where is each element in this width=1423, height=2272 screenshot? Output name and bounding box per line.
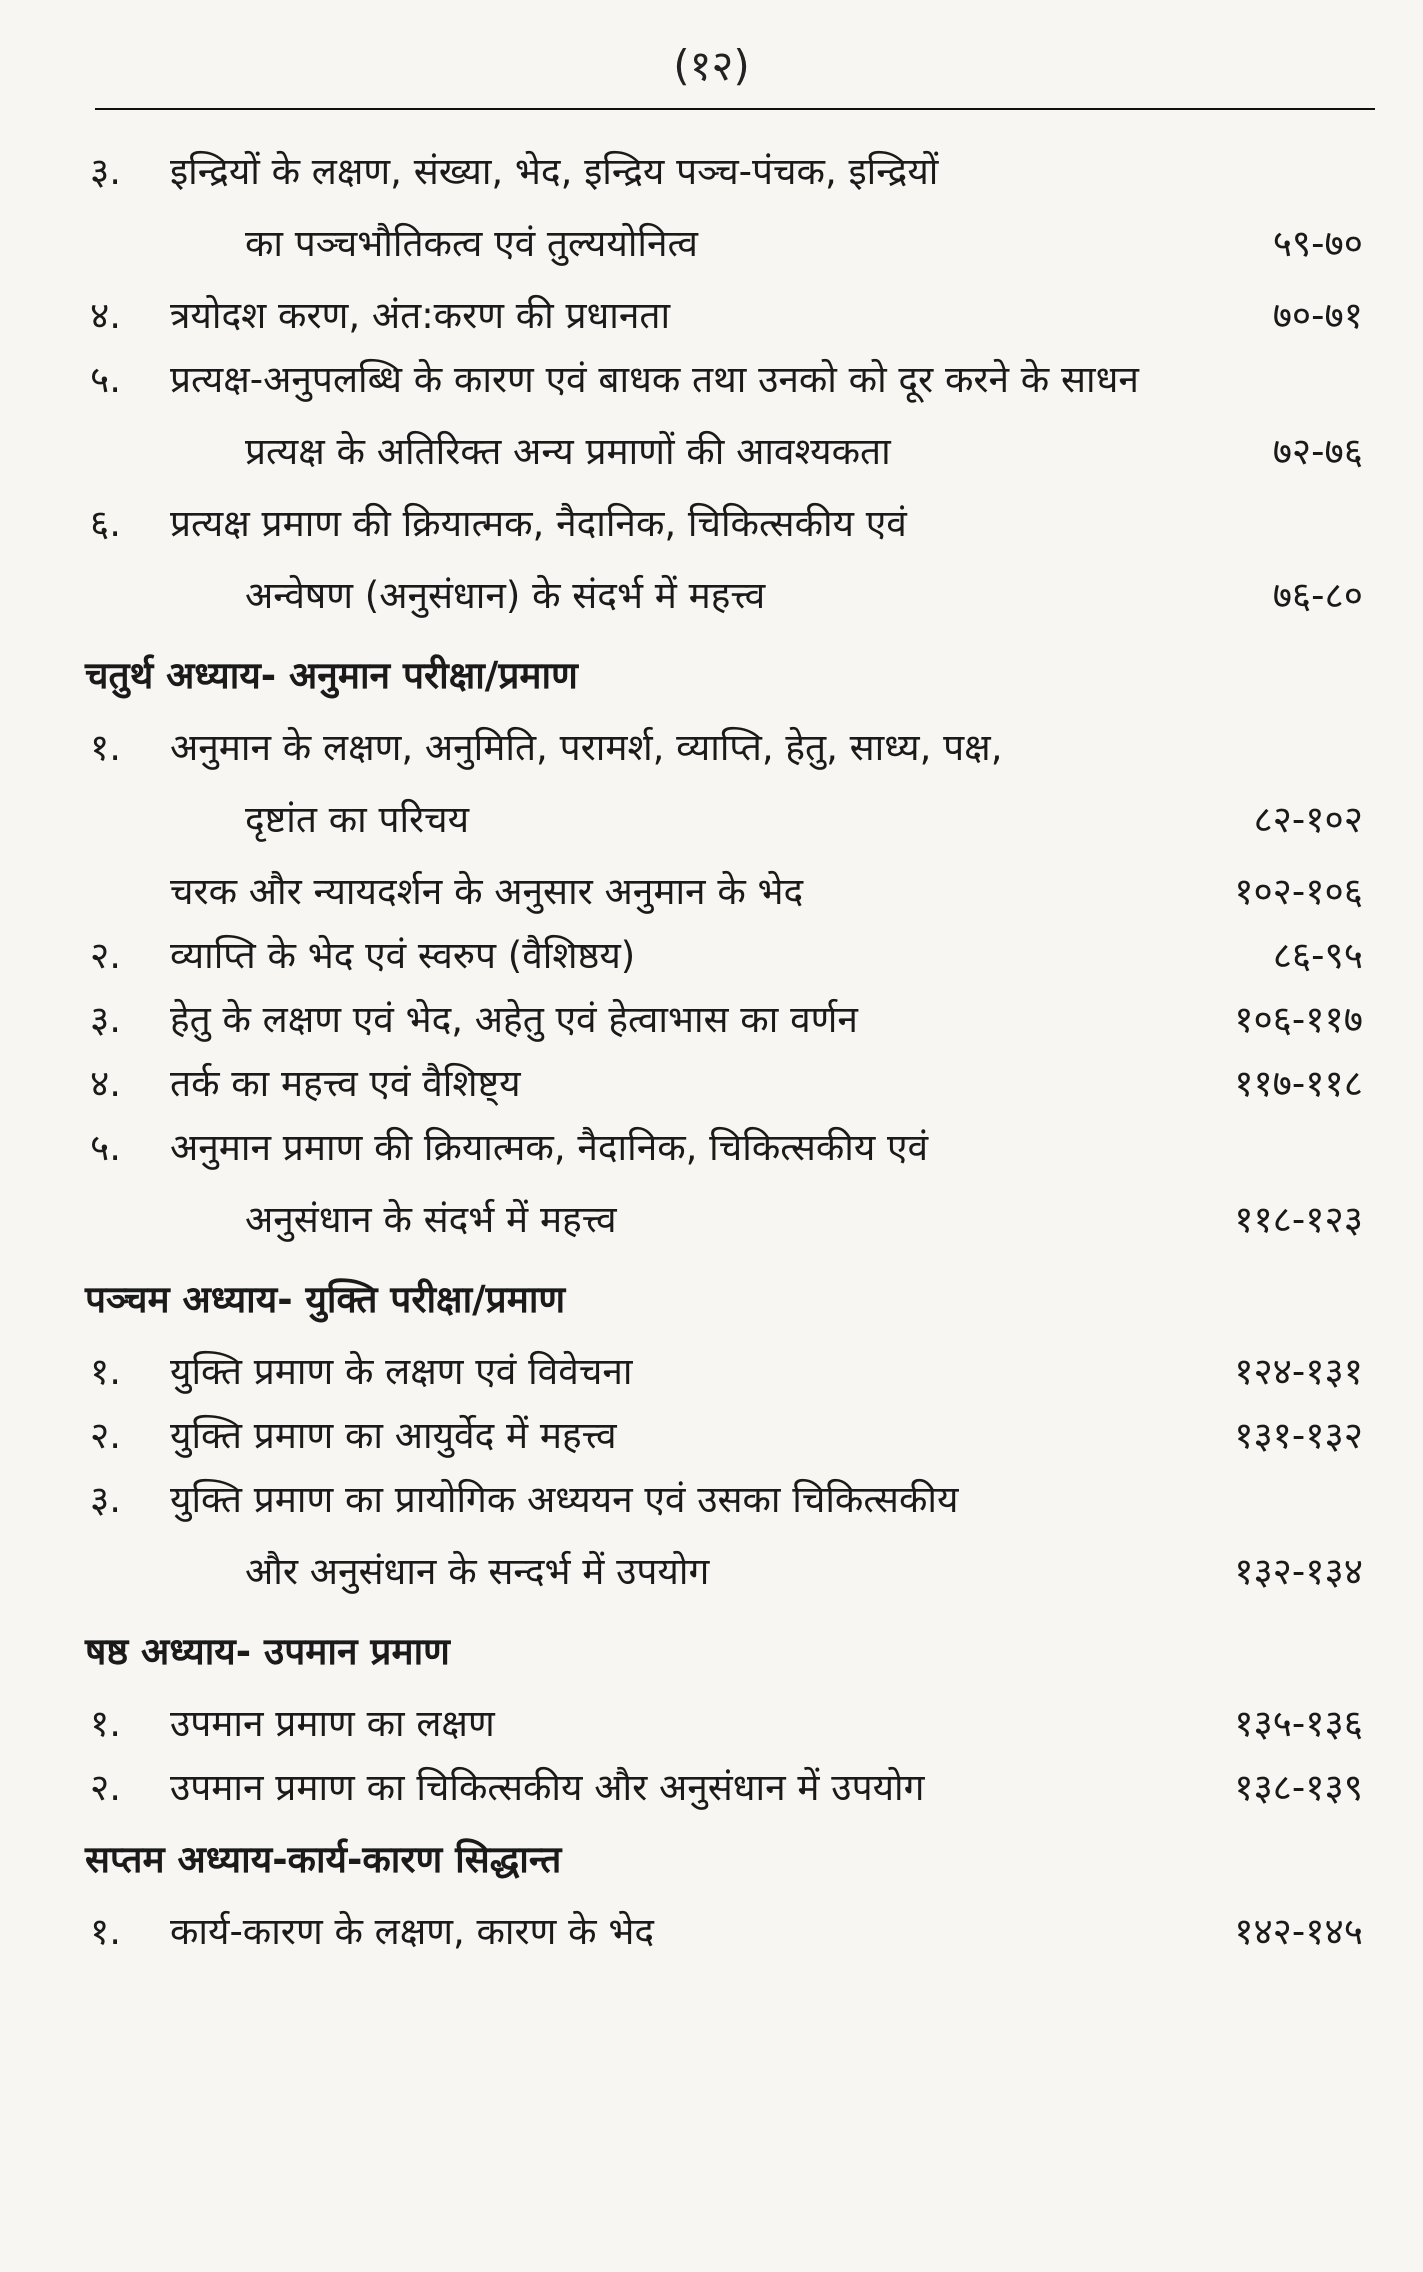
- toc-entry: [0, 860, 1423, 924]
- toc-entry: [0, 716, 1423, 780]
- entry-number: ३.: [90, 1478, 122, 1521]
- entry-text: का पञ्चभौतिकत्व एवं तुल्ययोनित्व: [245, 222, 698, 265]
- toc-entry: [0, 284, 1423, 348]
- entry-text: व्याप्ति के भेद एवं स्वरुप (वैशिष्ठय): [170, 934, 636, 977]
- entry-number: ५.: [90, 1126, 122, 1169]
- toc-entry: [0, 1468, 1423, 1532]
- entry-text: उपमान प्रमाण का चिकित्सकीय और अनुसंधान में उपयोग: [170, 1766, 925, 1809]
- toc-entry: [0, 348, 1423, 412]
- page-range: ११७-११८: [1234, 1062, 1363, 1105]
- entry-number: २.: [90, 1766, 122, 1809]
- toc-entry: [0, 492, 1423, 556]
- toc-entry: [0, 924, 1423, 988]
- toc-entry: [0, 1404, 1423, 1468]
- entry-text: त्रयोदश करण, अंत:करण की प्रधानता: [170, 294, 671, 337]
- entry-number: १.: [90, 726, 122, 769]
- entry-text: युक्ति प्रमाण के लक्षण एवं विवेचना: [170, 1350, 633, 1393]
- page-range: ८६-९५: [1272, 934, 1363, 977]
- toc-entry: [0, 1756, 1423, 1820]
- entry-number: ५.: [90, 358, 122, 401]
- chapter-title: सप्तम अध्याय-कार्य-कारण सिद्धान्त: [85, 1838, 562, 1881]
- entry-text: चरक और न्यायदर्शन के अनुसार अनुमान के भेद: [170, 870, 804, 913]
- entry-text: युक्ति प्रमाण का आयुर्वेद में महत्त्व: [170, 1414, 617, 1457]
- entry-text: अन्वेषण (अनुसंधान) के संदर्भ में महत्त्व: [245, 574, 766, 617]
- toc-entry: [0, 1052, 1423, 1116]
- page-number: (१२): [673, 41, 750, 90]
- page-range: ७६-८०: [1272, 574, 1363, 617]
- entry-number: ४.: [90, 1062, 122, 1105]
- chapter-title: पञ्चम अध्याय- युक्ति परीक्षा/प्रमाण: [85, 1278, 566, 1321]
- page-range: १०२-१०६: [1234, 870, 1363, 913]
- toc-entry-continuation: [0, 1180, 1423, 1260]
- page-range: ७०-७१: [1272, 294, 1363, 337]
- chapter-title: षष्ठ अध्याय- उपमान प्रमाण: [85, 1630, 450, 1673]
- entry-number: ४.: [90, 294, 122, 337]
- chapter-heading: [0, 1820, 1423, 1900]
- entry-text: प्रत्यक्ष के अतिरिक्त अन्य प्रमाणों की आवश्यकता: [245, 430, 891, 473]
- toc-entry-continuation: [0, 780, 1423, 860]
- chapter-heading: [0, 1260, 1423, 1340]
- page-range: ८२-१०२: [1253, 798, 1363, 841]
- toc-entry: [0, 1340, 1423, 1404]
- table-of-contents: [0, 140, 1423, 1964]
- entry-number: २.: [90, 934, 122, 977]
- chapter-heading: [0, 1612, 1423, 1692]
- toc-entry-continuation: [0, 1532, 1423, 1612]
- entry-number: १.: [90, 1910, 122, 1953]
- toc-entry: [0, 140, 1423, 204]
- entry-text: युक्ति प्रमाण का प्रायोगिक अध्ययन एवं उसका चिकित्सकीय: [170, 1478, 959, 1521]
- page-range: १३२-१३४: [1234, 1550, 1363, 1593]
- page-range: ७२-७६: [1272, 430, 1363, 473]
- toc-entry: [0, 1692, 1423, 1756]
- entry-text: अनुमान के लक्षण, अनुमिति, परामर्श, व्याप्ति, हेतु, साध्य, पक्ष,: [170, 726, 1003, 769]
- entry-text: हेतु के लक्षण एवं भेद, अहेतु एवं हेत्वाभास का वर्णन: [170, 998, 858, 1041]
- entry-number: १.: [90, 1702, 122, 1745]
- entry-number: ६.: [90, 502, 122, 545]
- entry-text: अनुसंधान के संदर्भ में महत्त्व: [245, 1198, 617, 1241]
- entry-text: उपमान प्रमाण का लक्षण: [170, 1702, 495, 1745]
- toc-entry-continuation: [0, 412, 1423, 492]
- entry-number: २.: [90, 1414, 122, 1457]
- page-range: ५९-७०: [1272, 222, 1363, 265]
- toc-entry: [0, 1900, 1423, 1964]
- page-range: १३८-१३९: [1234, 1766, 1363, 1809]
- entry-text: कार्य-कारण के लक्षण, कारण के भेद: [170, 1910, 654, 1953]
- page-range: १३१-१३२: [1234, 1414, 1363, 1457]
- page-range: १२४-१३१: [1234, 1350, 1363, 1393]
- entry-text: और अनुसंधान के सन्दर्भ में उपयोग: [245, 1550, 710, 1593]
- entry-text: प्रत्यक्ष-अनुपलब्धि के कारण एवं बाधक तथा उनको को दूर करने के साधन: [170, 358, 1139, 401]
- page-range: ११८-१२३: [1234, 1198, 1363, 1241]
- entry-text: प्रत्यक्ष प्रमाण की क्रियात्मक, नैदानिक, चिकित्सकीय एवं: [170, 502, 907, 545]
- entry-text: इन्द्रियों के लक्षण, संख्या, भेद, इन्द्रिय पञ्च-पंचक, इन्द्रियों: [170, 150, 939, 193]
- entry-text: तर्क का महत्त्व एवं वैशिष्ट्य: [170, 1062, 521, 1105]
- entry-text: दृष्टांत का परिचय: [245, 798, 470, 841]
- entry-number: ३.: [90, 150, 122, 193]
- toc-entry-continuation: [0, 204, 1423, 284]
- header-rule: [95, 108, 1375, 110]
- toc-entry: [0, 1116, 1423, 1180]
- page-range: १४२-१४५: [1234, 1910, 1363, 1953]
- toc-entry: [0, 988, 1423, 1052]
- page-range: १०६-११७: [1234, 998, 1363, 1041]
- page-range: १३५-१३६: [1234, 1702, 1363, 1745]
- toc-entry-continuation: [0, 556, 1423, 636]
- entry-number: १.: [90, 1350, 122, 1393]
- chapter-heading: [0, 636, 1423, 716]
- entry-number: ३.: [90, 998, 122, 1041]
- chapter-title: चतुर्थ अध्याय- अनुमान परीक्षा/प्रमाण: [85, 654, 578, 697]
- entry-text: अनुमान प्रमाण की क्रियात्मक, नैदानिक, चिकित्सकीय एवं: [170, 1126, 929, 1169]
